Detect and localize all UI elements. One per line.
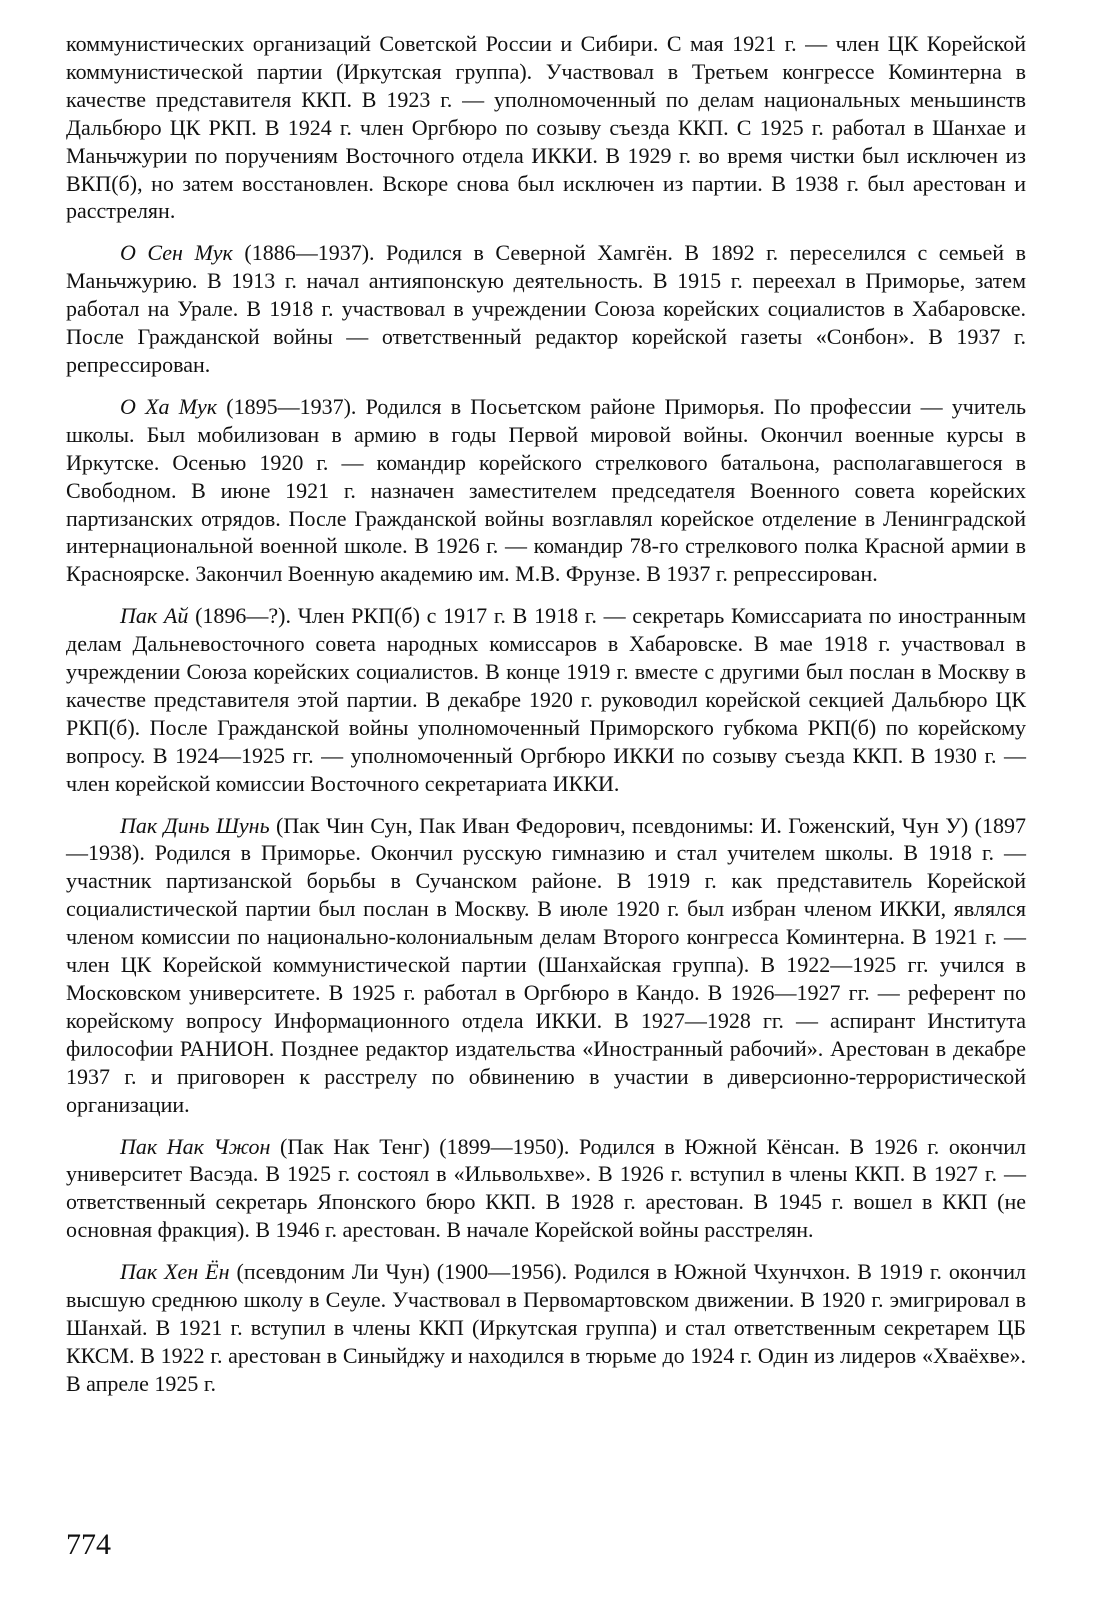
continuation-paragraph: коммунистических организаций Советской России и Сибири. С мая 1921 г. — член ЦК Корейской коммунистической партии (Иркутская группа). Участвовал в Третьем конгрессе Коминтерна в качестве представителя ККП. В 1923 г. — уполномоченный по делам национальных меньшинств Дальбюро ЦК РКП. В 1924 г. член Оргбюро по созыву съезда ККП. С 1925 г. работал в Шанхае и Маньчжурии по поручениям Восточного отдела ИККИ. В 1929 г. во время чистки был исключен из ВКП(б), но затем восстановлен. Вскоре снова был исключен из партии. В 1938 г. был арестован и расстрелян. <box>66 31 1026 224</box>
biography-entry <box>66 812 1026 1119</box>
entry-text: (Пак Нак Тенг) (1899—1950). Родился в Южной Кёнсан. В 1926 г. окончил университет Васэда. В 1925 г. состоял в «Ильвольхве». В 1926 г. вступил в члены ККП. В 1927 г. — ответственный секретарь Японского бюро ККП. В 1928 г. арестован. В 1945 г. вошел в ККП (не основная фракция). В 1946 г. арестован. В начале Корейской войны расстрелян. <box>66 1133 1026 1243</box>
person-name: О Ха Мук <box>120 393 218 419</box>
biography-entry <box>66 602 1026 797</box>
entry-text: (Пак Чин Сун, Пак Иван Федорович, псевдонимы: И. Гоженский, Чун У) (1897—1938). Родился в Приморье. Окончил русскую гимназию и стал учителем школы. В 1918 г. — участник партизанской борьбы в Сучанском районе. В 1919 г. как представитель Корейской социалистической партии был послан в Москву. В июле 1920 г. был избран членом ИККИ, являлся членом комиссии по национально-колониальным делам Второго конгресса Коминтерна. В 1921 г. — член ЦК Корейской коммунистической партии (Шанхайская группа). В 1922—1925 гг. учился в Московском университете. В 1925 г. работал в Оргбюро в Кандо. В 1926—1927 гг. — референт по корейскому вопросу Информационного отдела ИККИ. В 1927—1928 гг. — аспирант Института философии РАНИОН. Позднее редактор издательства «Иностранный рабочий». Арестован в декабре 1937 г. и приговорен к расстрелу по обвинению в участии в диверсионно-террористической организации. <box>66 812 1026 1117</box>
person-name: Пак Ай <box>120 603 189 629</box>
entry-text: (1896—?). Член РКП(б) с 1917 г. В 1918 г. — секретарь Комиссариата по иностранным делам Дальневосточного совета народных комиссаров в Хабаровске. В мае 1918 г. участвовал в учреждении Союза корейских социалистов. В конце 1919 г. вместе с другими был послан в Москву в качестве представителя этой партии. В декабре 1920 г. руководил корейской секцией Дальбюро ЦК РКП(б). После Гражданской войны уполномоченный Приморского губкома РКП(б) по корейскому вопросу. В 1924—1925 гг. — уполномоченный Оргбюро ИККИ по созыву съезда ККП. В 1930 г. — член корейской комиссии Восточного секретариата ИККИ. <box>66 603 1026 796</box>
biography-entry <box>66 239 1026 379</box>
entry-text: (1886—1937). Родился в Северной Хамгён. В 1892 г. переселился с семьей в Маньчжурию. В 1913 г. начал антияпонскую деятельность. В 1915 г. переехал в Приморье, затем работал на Урале. В 1918 г. участвовал в учреждении Союза корейских социалистов в Хабаровске. После Гражданской войны — ответственный редактор корейской газеты «Сонбон». В 1937 г. репрессирован. <box>66 240 1026 377</box>
entry-text: (псевдоним Ли Чун) (1900—1956). Родился в Южной Чхунчхон. В 1919 г. окончил высшую среднюю школу в Сеуле. Участвовал в Первомартовском движении. В 1920 г. эмигрировал в Шанхай. В 1921 г. вступил в члены ККП (Иркутская группа) и стал ответственным секретарем ЦБ ККСМ. В 1922 г. арестован в Синыйджу и находился в тюрьме до 1924 г. Один из лидеров «Хваёхве». В апреле 1925 г. <box>66 1259 1027 1396</box>
document-page <box>66 30 1026 1412</box>
person-name: Пак Динь Шунь <box>120 812 270 838</box>
person-name: Пак Хен Ён <box>120 1259 230 1285</box>
biography-entry <box>66 393 1026 588</box>
page-number: 774 <box>66 1528 111 1561</box>
person-name: Пак Нак Чжон <box>120 1133 271 1159</box>
person-name: О Сен Мук <box>120 240 233 266</box>
entry-text: (1895—1937). Родился в Посьетском районе Приморья. По профессии — учитель школы. Был мобилизован в армию в годы Первой мировой войны. Окончил военные курсы в Иркутске. Осенью 1920 г. — командир корейского стрелкового батальона, располагавшегося в Свободном. В июне 1921 г. назначен заместителем председателя Военного совета корейских партизанских отрядов. После Гражданской войны возглавлял корейское отделение в Ленинградской интернациональной военной школе. В 1926 г. — командир 78-го стрелкового полка Красной армии в Красноярске. Закончил Военную академию им. М.В. Фрунзе. В 1937 г. репрессирован. <box>66 393 1026 587</box>
biography-entry <box>66 1133 1026 1245</box>
biography-entry <box>66 1258 1026 1398</box>
